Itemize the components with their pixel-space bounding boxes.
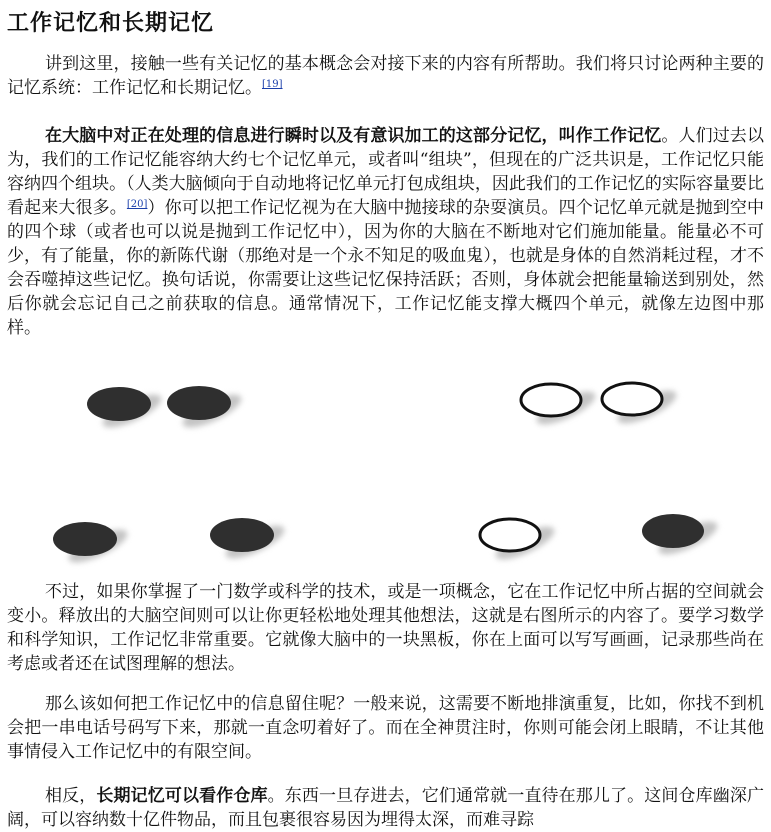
long-term-memory-definition: 长期记忆可以看作仓库	[96, 786, 268, 806]
ball-right-1	[521, 384, 599, 431]
paragraph-chunking-text: 不过，如果你掌握了一门数学或科学的技术，或是一项概念，它在工作记忆中所占据的空间就会变小。释放出的大脑空间则可以让你更轻松地处理其他想法，这就是右图所示的内容了。要学习数学和科学知识，工作记忆非常重要。它就像大脑中的一块黑板，你在上面可以写写画画，记录那些尚在考虑或者还在试图理解的想法。	[7, 582, 764, 674]
right-figure-freed-space	[480, 383, 721, 566]
ball-body	[53, 522, 117, 556]
paragraph-chunking-benefit	[7, 580, 764, 676]
ball-body	[521, 384, 581, 416]
paragraph-working-memory-text-a: 。人们过去以为，我们的工作记忆能容纳大约七个记忆单元，或者叫“组块”，但现在的广泛共识是，工作记忆只能容纳四个组块。（人类大脑倾向于自动地将记忆单元打包成组块，因此我们的工作记忆的实际容量要比看起来大很多。	[7, 126, 765, 218]
paragraph-long-term-memory	[7, 784, 764, 832]
ball-right-4	[642, 514, 721, 561]
ball-left-3	[53, 522, 131, 569]
paragraph-ltm-text-b: 。东西一旦存进去，它们通常就一直待在那儿了。这间仓库幽深广阔，可以容纳数十亿件物品，而且包裹很容易因为埋得太深，而难寻踪	[7, 786, 765, 830]
paragraph-intro-text: 讲到这里，接触一些有关记忆的基本概念会对接下来的内容有所帮助。我们将只讨论两种主要的记忆系统：工作记忆和长期记忆。	[7, 54, 764, 98]
balls-illustration	[7, 366, 764, 576]
paragraph-working-memory	[7, 124, 764, 340]
ball-body	[642, 514, 704, 548]
ball-right-2	[602, 383, 680, 430]
ball-right-3	[480, 519, 558, 566]
ball-body	[167, 386, 231, 420]
juggling-balls-figure	[7, 366, 764, 576]
ball-left-4	[210, 518, 288, 565]
footnote-ref-20[interactable]: [20]	[126, 199, 148, 210]
ball-body	[87, 387, 151, 421]
ball-body	[602, 383, 662, 415]
paragraph-intro	[7, 52, 764, 100]
footnote-ref-19[interactable]: [19]	[262, 79, 283, 90]
working-memory-definition: 在大脑中对正在处理的信息进行瞬时以及有意识加工的这部分记忆，叫作工作记忆	[45, 126, 662, 146]
paragraph-rehearsal-text: 那么该如何把工作记忆中的信息留住呢？一般来说，这需要不断地排演重复，比如，你找不到机会把一串电话号码写下来，那就一直念叨着好了。而在全神贯注时，你则可能会闭上眼睛，不让其他事情侵入工作记忆中的有限空间。	[7, 694, 764, 762]
page-title: 工作记忆和长期记忆	[7, 10, 215, 36]
left-figure-four-chunks	[53, 386, 288, 569]
ball-body	[480, 519, 540, 551]
ball-left-2	[167, 386, 245, 434]
ball-left-1	[87, 387, 165, 434]
ball-body	[210, 518, 274, 552]
paragraph-rehearsal	[7, 692, 764, 764]
paragraph-ltm-text-a: 相反，	[45, 786, 97, 806]
paragraph-working-memory-text-b: ）你可以把工作记忆视为在大脑中抛接球的杂耍演员。四个记忆单元就是抛到空中的四个球（或者也可以说是抛到工作记忆中），因为你的大脑在不断地对它们施加能量。能量必不可少，有了能量，你的新陈代谢（那绝对是一个永不知足的吸血鬼），也就是身体的自然消耗过程，才不会吞噬掉这些记忆。换句话说，你需要让这些记忆保持活跃；否则，身体就会把能量输送到别处，然后你就会忘记自己之前获取的信息。通常情况下，工作记忆能支撑大概四个单元，就像左边图中那样。	[7, 198, 764, 338]
